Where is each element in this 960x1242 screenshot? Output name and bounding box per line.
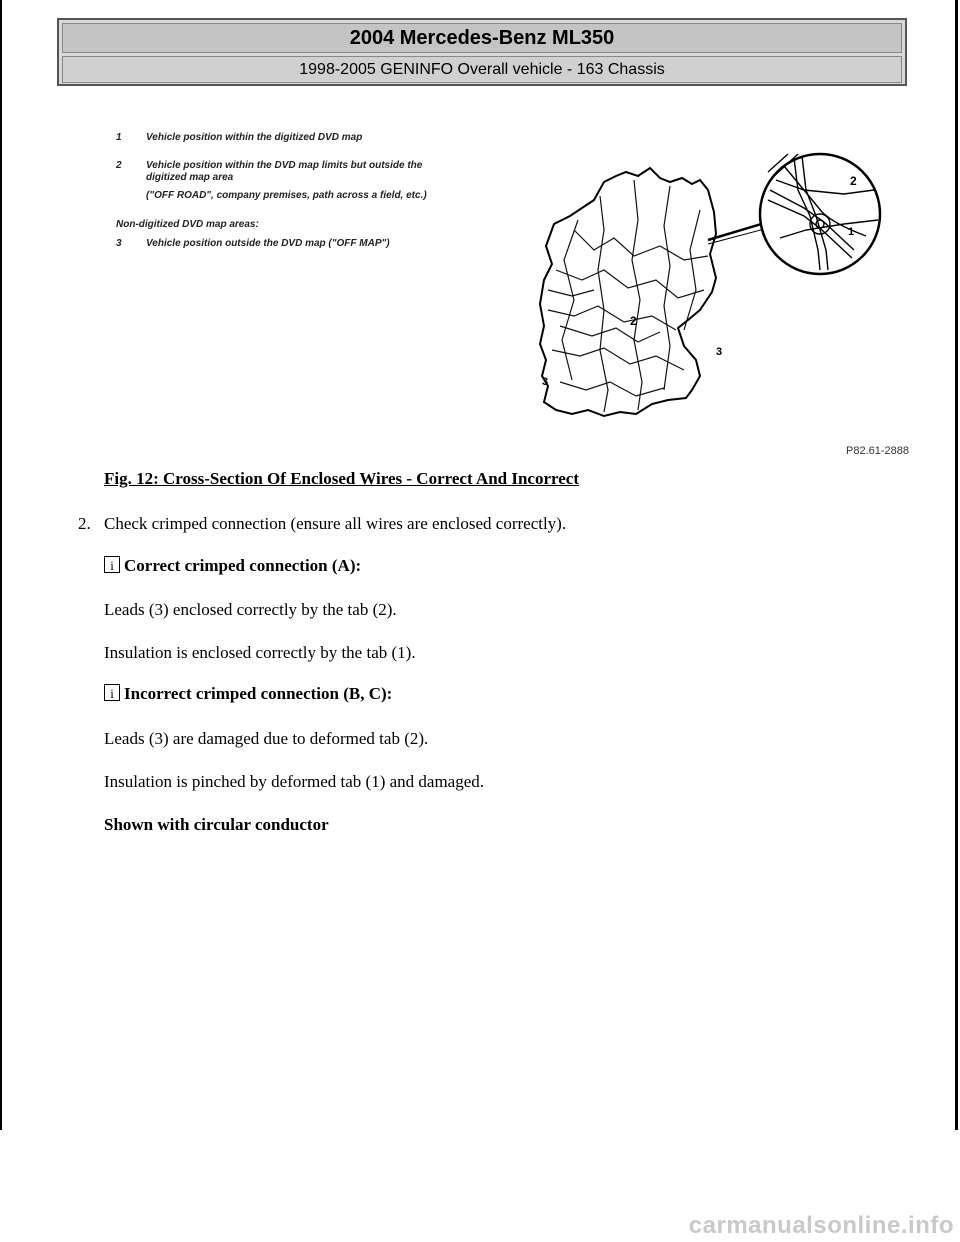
- header-title: 2004 Mercedes-Benz ML350: [62, 23, 902, 53]
- incorrect-line-1: Leads (3) are damaged due to deformed tab (2).: [104, 729, 429, 748]
- info-icon: i: [104, 684, 120, 701]
- figure-code: P82.61-2888: [846, 445, 909, 457]
- document-header: [57, 18, 907, 86]
- map-label-3-east: 3: [716, 346, 723, 358]
- germany-map-drawing: [104, 120, 924, 460]
- zoom-label-2: 2: [850, 174, 857, 188]
- info-icon: i: [104, 556, 120, 573]
- figure-caption: Fig. 12: Cross-Section Of Enclosed Wires - Correct And Incorrect: [104, 469, 580, 488]
- correct-heading: Correct crimped connection (A):: [124, 556, 362, 575]
- correct-heading-row: [104, 556, 361, 576]
- incorrect-heading: Incorrect crimped connection (B, C):: [124, 684, 393, 703]
- correct-line-2: Insulation is enclosed correctly by the tab (1).: [104, 643, 416, 662]
- correct-line-1: Leads (3) enclosed correctly by the tab (2).: [104, 600, 397, 619]
- step-text: Check crimped connection (ensure all wires are enclosed correctly).: [104, 514, 567, 533]
- shown-with-note: Shown with circular conductor: [104, 815, 329, 834]
- incorrect-heading-row: [104, 684, 392, 704]
- figure-dvd-map: 1 Vehicle position within the digitized DVD map 2 Vehicle position within the DVD map limits but outside the digitized map area ("OFF ROAD", company premises, path across a field, etc.) Non-digitized DVD map areas: 3 Vehicle position outside the DVD map ("OFF MAP") 2 3 3 2 1 P82.61-2888: [104, 120, 924, 460]
- map-label-3-west: 3: [542, 376, 549, 388]
- header-subtitle: 1998-2005 GENINFO Overall vehicle - 163 Chassis: [62, 56, 902, 83]
- incorrect-line-2: Insulation is pinched by deformed tab (1) and damaged.: [104, 772, 485, 791]
- watermark: carmanualsonline.info: [688, 1212, 954, 1239]
- page-right-border: [955, 0, 958, 1242]
- step-number: 2.: [78, 514, 91, 533]
- germany-outline: [540, 168, 716, 416]
- zoom-pointer-line: [708, 222, 768, 240]
- map-label-2: 2: [630, 314, 637, 328]
- page-left-border: [0, 0, 2, 1242]
- zoom-label-1: 1: [848, 226, 855, 238]
